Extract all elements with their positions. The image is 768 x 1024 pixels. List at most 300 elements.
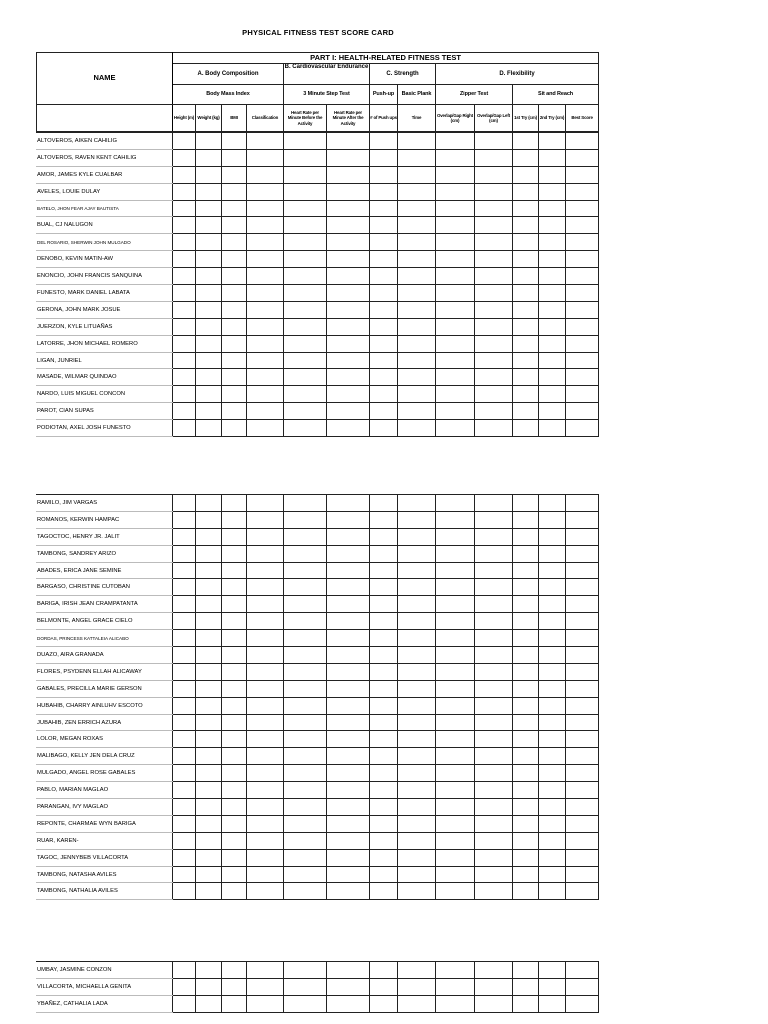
- score-cell[interactable]: [435, 495, 474, 512]
- score-cell[interactable]: [283, 782, 326, 799]
- score-cell[interactable]: [512, 680, 538, 697]
- score-cell[interactable]: [283, 251, 326, 268]
- score-cell[interactable]: [246, 765, 283, 782]
- score-cell[interactable]: [397, 748, 435, 765]
- score-cell[interactable]: [326, 782, 369, 799]
- score-cell[interactable]: [246, 183, 283, 200]
- score-cell[interactable]: [397, 647, 435, 664]
- score-cell[interactable]: [435, 183, 474, 200]
- score-cell[interactable]: [326, 511, 369, 528]
- score-cell[interactable]: [565, 647, 598, 664]
- score-cell[interactable]: [369, 714, 397, 731]
- score-cell[interactable]: [435, 386, 474, 403]
- score-cell[interactable]: [246, 528, 283, 545]
- score-cell[interactable]: [538, 352, 565, 369]
- score-cell[interactable]: [538, 663, 565, 680]
- score-cell[interactable]: [369, 133, 397, 150]
- score-cell[interactable]: [195, 301, 221, 318]
- score-cell[interactable]: [246, 495, 283, 512]
- score-cell[interactable]: [326, 285, 369, 302]
- score-cell[interactable]: [172, 579, 195, 596]
- score-cell[interactable]: [512, 562, 538, 579]
- score-cell[interactable]: [474, 596, 512, 613]
- score-cell[interactable]: [326, 962, 369, 979]
- score-cell[interactable]: [195, 962, 221, 979]
- score-cell[interactable]: [435, 217, 474, 234]
- score-cell[interactable]: [172, 285, 195, 302]
- score-cell[interactable]: [246, 511, 283, 528]
- score-cell[interactable]: [538, 849, 565, 866]
- score-cell[interactable]: [172, 369, 195, 386]
- score-cell[interactable]: [326, 420, 369, 437]
- score-cell[interactable]: [474, 149, 512, 166]
- score-cell[interactable]: [326, 386, 369, 403]
- score-cell[interactable]: [172, 613, 195, 630]
- score-cell[interactable]: [474, 200, 512, 217]
- score-cell[interactable]: [512, 962, 538, 979]
- score-cell[interactable]: [195, 849, 221, 866]
- score-cell[interactable]: [283, 301, 326, 318]
- score-cell[interactable]: [195, 166, 221, 183]
- score-cell[interactable]: [172, 217, 195, 234]
- score-cell[interactable]: [397, 765, 435, 782]
- score-cell[interactable]: [435, 149, 474, 166]
- score-cell[interactable]: [246, 403, 283, 420]
- score-cell[interactable]: [172, 663, 195, 680]
- score-cell[interactable]: [246, 133, 283, 150]
- score-cell[interactable]: [397, 149, 435, 166]
- score-cell[interactable]: [283, 217, 326, 234]
- score-cell[interactable]: [283, 511, 326, 528]
- score-cell[interactable]: [512, 765, 538, 782]
- score-cell[interactable]: [565, 234, 598, 251]
- score-cell[interactable]: [565, 369, 598, 386]
- score-cell[interactable]: [369, 183, 397, 200]
- score-cell[interactable]: [283, 495, 326, 512]
- score-cell[interactable]: [195, 883, 221, 900]
- score-cell[interactable]: [474, 799, 512, 816]
- score-cell[interactable]: [512, 613, 538, 630]
- score-cell[interactable]: [512, 268, 538, 285]
- score-cell[interactable]: [172, 166, 195, 183]
- score-cell[interactable]: [565, 680, 598, 697]
- score-cell[interactable]: [474, 386, 512, 403]
- score-cell[interactable]: [369, 420, 397, 437]
- score-cell[interactable]: [435, 995, 474, 1012]
- score-cell[interactable]: [221, 234, 246, 251]
- score-cell[interactable]: [172, 962, 195, 979]
- score-cell[interactable]: [565, 133, 598, 150]
- score-cell[interactable]: [369, 352, 397, 369]
- score-cell[interactable]: [283, 183, 326, 200]
- score-cell[interactable]: [172, 815, 195, 832]
- score-cell[interactable]: [283, 268, 326, 285]
- score-cell[interactable]: [512, 849, 538, 866]
- score-cell[interactable]: [512, 799, 538, 816]
- score-cell[interactable]: [195, 765, 221, 782]
- score-cell[interactable]: [512, 301, 538, 318]
- score-cell[interactable]: [221, 511, 246, 528]
- score-cell[interactable]: [221, 301, 246, 318]
- score-cell[interactable]: [538, 200, 565, 217]
- score-cell[interactable]: [195, 663, 221, 680]
- score-cell[interactable]: [326, 978, 369, 995]
- score-cell[interactable]: [435, 714, 474, 731]
- score-cell[interactable]: [195, 832, 221, 849]
- score-cell[interactable]: [221, 630, 246, 647]
- score-cell[interactable]: [397, 782, 435, 799]
- score-cell[interactable]: [538, 799, 565, 816]
- score-cell[interactable]: [565, 495, 598, 512]
- score-cell[interactable]: [369, 318, 397, 335]
- score-cell[interactable]: [538, 815, 565, 832]
- score-cell[interactable]: [474, 495, 512, 512]
- score-cell[interactable]: [397, 511, 435, 528]
- score-cell[interactable]: [246, 562, 283, 579]
- score-cell[interactable]: [195, 748, 221, 765]
- score-cell[interactable]: [512, 528, 538, 545]
- score-cell[interactable]: [195, 285, 221, 302]
- score-cell[interactable]: [172, 596, 195, 613]
- score-cell[interactable]: [538, 386, 565, 403]
- score-cell[interactable]: [474, 285, 512, 302]
- score-cell[interactable]: [538, 978, 565, 995]
- score-cell[interactable]: [326, 883, 369, 900]
- score-cell[interactable]: [474, 765, 512, 782]
- score-cell[interactable]: [246, 883, 283, 900]
- score-cell[interactable]: [195, 613, 221, 630]
- score-cell[interactable]: [565, 630, 598, 647]
- score-cell[interactable]: [538, 883, 565, 900]
- score-cell[interactable]: [369, 697, 397, 714]
- score-cell[interactable]: [246, 714, 283, 731]
- score-cell[interactable]: [195, 420, 221, 437]
- score-cell[interactable]: [246, 663, 283, 680]
- score-cell[interactable]: [565, 883, 598, 900]
- score-cell[interactable]: [512, 200, 538, 217]
- score-cell[interactable]: [172, 562, 195, 579]
- score-cell[interactable]: [283, 166, 326, 183]
- score-cell[interactable]: [397, 301, 435, 318]
- score-cell[interactable]: [538, 217, 565, 234]
- score-cell[interactable]: [369, 680, 397, 697]
- score-cell[interactable]: [283, 420, 326, 437]
- score-cell[interactable]: [283, 866, 326, 883]
- score-cell[interactable]: [246, 596, 283, 613]
- score-cell[interactable]: [221, 596, 246, 613]
- score-cell[interactable]: [474, 832, 512, 849]
- score-cell[interactable]: [435, 403, 474, 420]
- score-cell[interactable]: [246, 318, 283, 335]
- score-cell[interactable]: [512, 782, 538, 799]
- score-cell[interactable]: [246, 680, 283, 697]
- score-cell[interactable]: [435, 335, 474, 352]
- score-cell[interactable]: [326, 217, 369, 234]
- score-cell[interactable]: [474, 866, 512, 883]
- score-cell[interactable]: [221, 815, 246, 832]
- score-cell[interactable]: [195, 815, 221, 832]
- score-cell[interactable]: [474, 166, 512, 183]
- score-cell[interactable]: [246, 832, 283, 849]
- score-cell[interactable]: [283, 596, 326, 613]
- score-cell[interactable]: [195, 217, 221, 234]
- score-cell[interactable]: [474, 528, 512, 545]
- score-cell[interactable]: [538, 731, 565, 748]
- score-cell[interactable]: [435, 318, 474, 335]
- score-cell[interactable]: [326, 613, 369, 630]
- score-cell[interactable]: [369, 545, 397, 562]
- score-cell[interactable]: [326, 579, 369, 596]
- score-cell[interactable]: [172, 268, 195, 285]
- score-cell[interactable]: [221, 251, 246, 268]
- score-cell[interactable]: [283, 234, 326, 251]
- score-cell[interactable]: [221, 579, 246, 596]
- score-cell[interactable]: [538, 962, 565, 979]
- score-cell[interactable]: [369, 782, 397, 799]
- score-cell[interactable]: [221, 995, 246, 1012]
- score-cell[interactable]: [326, 562, 369, 579]
- score-cell[interactable]: [221, 528, 246, 545]
- score-cell[interactable]: [221, 663, 246, 680]
- score-cell[interactable]: [435, 748, 474, 765]
- score-cell[interactable]: [221, 285, 246, 302]
- score-cell[interactable]: [195, 528, 221, 545]
- score-cell[interactable]: [221, 352, 246, 369]
- score-cell[interactable]: [565, 731, 598, 748]
- score-cell[interactable]: [326, 799, 369, 816]
- score-cell[interactable]: [538, 613, 565, 630]
- score-cell[interactable]: [369, 748, 397, 765]
- score-cell[interactable]: [326, 866, 369, 883]
- score-cell[interactable]: [538, 995, 565, 1012]
- score-cell[interactable]: [538, 403, 565, 420]
- score-cell[interactable]: [283, 630, 326, 647]
- score-cell[interactable]: [538, 562, 565, 579]
- score-cell[interactable]: [565, 386, 598, 403]
- score-cell[interactable]: [246, 748, 283, 765]
- score-cell[interactable]: [195, 995, 221, 1012]
- score-cell[interactable]: [172, 133, 195, 150]
- score-cell[interactable]: [397, 369, 435, 386]
- score-cell[interactable]: [538, 866, 565, 883]
- score-cell[interactable]: [369, 799, 397, 816]
- score-cell[interactable]: [246, 579, 283, 596]
- score-cell[interactable]: [474, 217, 512, 234]
- score-cell[interactable]: [283, 832, 326, 849]
- score-cell[interactable]: [369, 849, 397, 866]
- score-cell[interactable]: [221, 849, 246, 866]
- score-cell[interactable]: [512, 866, 538, 883]
- score-cell[interactable]: [369, 613, 397, 630]
- score-cell[interactable]: [474, 815, 512, 832]
- score-cell[interactable]: [246, 217, 283, 234]
- score-cell[interactable]: [172, 251, 195, 268]
- score-cell[interactable]: [369, 149, 397, 166]
- score-cell[interactable]: [369, 596, 397, 613]
- score-cell[interactable]: [512, 697, 538, 714]
- score-cell[interactable]: [326, 352, 369, 369]
- score-cell[interactable]: [397, 731, 435, 748]
- score-cell[interactable]: [474, 403, 512, 420]
- score-cell[interactable]: [172, 714, 195, 731]
- score-cell[interactable]: [565, 714, 598, 731]
- score-cell[interactable]: [195, 714, 221, 731]
- score-cell[interactable]: [512, 166, 538, 183]
- score-cell[interactable]: [172, 301, 195, 318]
- score-cell[interactable]: [512, 234, 538, 251]
- score-cell[interactable]: [246, 200, 283, 217]
- score-cell[interactable]: [221, 335, 246, 352]
- score-cell[interactable]: [397, 832, 435, 849]
- score-cell[interactable]: [221, 386, 246, 403]
- score-cell[interactable]: [538, 495, 565, 512]
- score-cell[interactable]: [326, 318, 369, 335]
- score-cell[interactable]: [512, 579, 538, 596]
- score-cell[interactable]: [565, 697, 598, 714]
- score-cell[interactable]: [246, 386, 283, 403]
- score-cell[interactable]: [474, 335, 512, 352]
- score-cell[interactable]: [195, 545, 221, 562]
- score-cell[interactable]: [538, 680, 565, 697]
- score-cell[interactable]: [172, 748, 195, 765]
- score-cell[interactable]: [397, 352, 435, 369]
- score-cell[interactable]: [326, 815, 369, 832]
- score-cell[interactable]: [195, 799, 221, 816]
- score-cell[interactable]: [246, 420, 283, 437]
- score-cell[interactable]: [474, 630, 512, 647]
- score-cell[interactable]: [369, 528, 397, 545]
- score-cell[interactable]: [221, 962, 246, 979]
- score-cell[interactable]: [283, 663, 326, 680]
- score-cell[interactable]: [565, 849, 598, 866]
- score-cell[interactable]: [283, 731, 326, 748]
- score-cell[interactable]: [474, 545, 512, 562]
- score-cell[interactable]: [246, 978, 283, 995]
- score-cell[interactable]: [538, 420, 565, 437]
- score-cell[interactable]: [283, 562, 326, 579]
- score-cell[interactable]: [326, 369, 369, 386]
- score-cell[interactable]: [512, 149, 538, 166]
- score-cell[interactable]: [565, 166, 598, 183]
- score-cell[interactable]: [435, 866, 474, 883]
- score-cell[interactable]: [474, 663, 512, 680]
- score-cell[interactable]: [246, 369, 283, 386]
- score-cell[interactable]: [172, 200, 195, 217]
- score-cell[interactable]: [565, 832, 598, 849]
- score-cell[interactable]: [474, 883, 512, 900]
- score-cell[interactable]: [283, 285, 326, 302]
- score-cell[interactable]: [435, 285, 474, 302]
- score-cell[interactable]: [538, 647, 565, 664]
- score-cell[interactable]: [172, 995, 195, 1012]
- score-cell[interactable]: [474, 849, 512, 866]
- score-cell[interactable]: [435, 562, 474, 579]
- score-cell[interactable]: [397, 217, 435, 234]
- score-cell[interactable]: [172, 528, 195, 545]
- score-cell[interactable]: [565, 251, 598, 268]
- score-cell[interactable]: [221, 697, 246, 714]
- score-cell[interactable]: [512, 386, 538, 403]
- score-cell[interactable]: [538, 251, 565, 268]
- score-cell[interactable]: [195, 335, 221, 352]
- score-cell[interactable]: [172, 765, 195, 782]
- score-cell[interactable]: [435, 301, 474, 318]
- score-cell[interactable]: [565, 335, 598, 352]
- score-cell[interactable]: [326, 748, 369, 765]
- score-cell[interactable]: [326, 403, 369, 420]
- score-cell[interactable]: [172, 234, 195, 251]
- score-cell[interactable]: [397, 251, 435, 268]
- score-cell[interactable]: [565, 183, 598, 200]
- score-cell[interactable]: [246, 166, 283, 183]
- score-cell[interactable]: [195, 697, 221, 714]
- score-cell[interactable]: [538, 596, 565, 613]
- score-cell[interactable]: [397, 995, 435, 1012]
- score-cell[interactable]: [326, 251, 369, 268]
- score-cell[interactable]: [283, 318, 326, 335]
- score-cell[interactable]: [512, 285, 538, 302]
- score-cell[interactable]: [172, 420, 195, 437]
- score-cell[interactable]: [246, 149, 283, 166]
- score-cell[interactable]: [538, 765, 565, 782]
- score-cell[interactable]: [369, 301, 397, 318]
- score-cell[interactable]: [565, 200, 598, 217]
- score-cell[interactable]: [326, 545, 369, 562]
- score-cell[interactable]: [283, 335, 326, 352]
- score-cell[interactable]: [435, 268, 474, 285]
- score-cell[interactable]: [512, 647, 538, 664]
- score-cell[interactable]: [435, 630, 474, 647]
- score-cell[interactable]: [369, 200, 397, 217]
- score-cell[interactable]: [474, 714, 512, 731]
- score-cell[interactable]: [246, 352, 283, 369]
- score-cell[interactable]: [195, 511, 221, 528]
- score-cell[interactable]: [538, 166, 565, 183]
- score-cell[interactable]: [538, 234, 565, 251]
- score-cell[interactable]: [221, 680, 246, 697]
- score-cell[interactable]: [195, 731, 221, 748]
- score-cell[interactable]: [538, 268, 565, 285]
- score-cell[interactable]: [538, 697, 565, 714]
- score-cell[interactable]: [474, 268, 512, 285]
- score-cell[interactable]: [435, 511, 474, 528]
- score-cell[interactable]: [326, 301, 369, 318]
- score-cell[interactable]: [326, 268, 369, 285]
- score-cell[interactable]: [246, 301, 283, 318]
- score-cell[interactable]: [565, 528, 598, 545]
- score-cell[interactable]: [172, 978, 195, 995]
- score-cell[interactable]: [221, 883, 246, 900]
- score-cell[interactable]: [435, 782, 474, 799]
- score-cell[interactable]: [397, 579, 435, 596]
- score-cell[interactable]: [397, 680, 435, 697]
- score-cell[interactable]: [512, 133, 538, 150]
- score-cell[interactable]: [369, 217, 397, 234]
- score-cell[interactable]: [565, 352, 598, 369]
- score-cell[interactable]: [474, 183, 512, 200]
- score-cell[interactable]: [397, 815, 435, 832]
- score-cell[interactable]: [538, 630, 565, 647]
- score-cell[interactable]: [512, 815, 538, 832]
- score-cell[interactable]: [221, 562, 246, 579]
- score-cell[interactable]: [283, 528, 326, 545]
- score-cell[interactable]: [474, 978, 512, 995]
- score-cell[interactable]: [246, 335, 283, 352]
- score-cell[interactable]: [512, 714, 538, 731]
- score-cell[interactable]: [172, 883, 195, 900]
- score-cell[interactable]: [435, 883, 474, 900]
- score-cell[interactable]: [221, 183, 246, 200]
